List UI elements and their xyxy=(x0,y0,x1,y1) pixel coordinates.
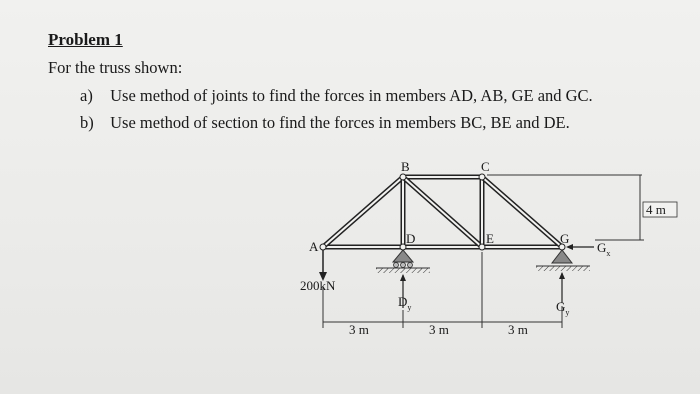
member-ab xyxy=(323,177,403,247)
problem-intro: For the truss shown: xyxy=(48,58,183,77)
problem-title: Problem 1 xyxy=(48,30,123,49)
label-height: 4 m xyxy=(646,202,666,217)
member-cg xyxy=(482,177,562,247)
question-letter-b: b) xyxy=(80,113,94,132)
label-dy: $D_y$ xyxy=(398,294,412,312)
label-joint-e: E xyxy=(486,231,494,246)
label-span-1: 3 m xyxy=(349,322,369,337)
question-text-a: Use method of joints to find the forces in members AD, AB, GE and GC. xyxy=(110,86,593,105)
truss-members xyxy=(323,177,562,247)
label-joint-b: B xyxy=(401,159,410,174)
label-gy: $G_y$ xyxy=(556,299,570,317)
label-joint-a: A xyxy=(309,239,319,254)
joint-a xyxy=(320,244,326,250)
joint-e xyxy=(479,244,485,250)
label-span-3: 3 m xyxy=(508,322,528,337)
label-gx: $G_x$ xyxy=(597,240,611,258)
support-d xyxy=(376,250,430,273)
question-letter-a: a) xyxy=(80,86,93,105)
label-load: 200kN xyxy=(300,278,336,293)
load-arrow-a xyxy=(319,250,327,281)
label-joint-d: D xyxy=(406,231,416,246)
support-g xyxy=(536,250,590,271)
question-text-b: Use method of section to find the forces in members BC, BE and DE. xyxy=(110,113,570,132)
joint-b xyxy=(400,174,406,180)
label-joint-c: C xyxy=(481,159,490,174)
label-span-2: 3 m xyxy=(429,322,449,337)
label-joint-g: G xyxy=(560,231,570,246)
joint-c xyxy=(479,174,485,180)
reaction-gx-arrow xyxy=(566,244,594,250)
